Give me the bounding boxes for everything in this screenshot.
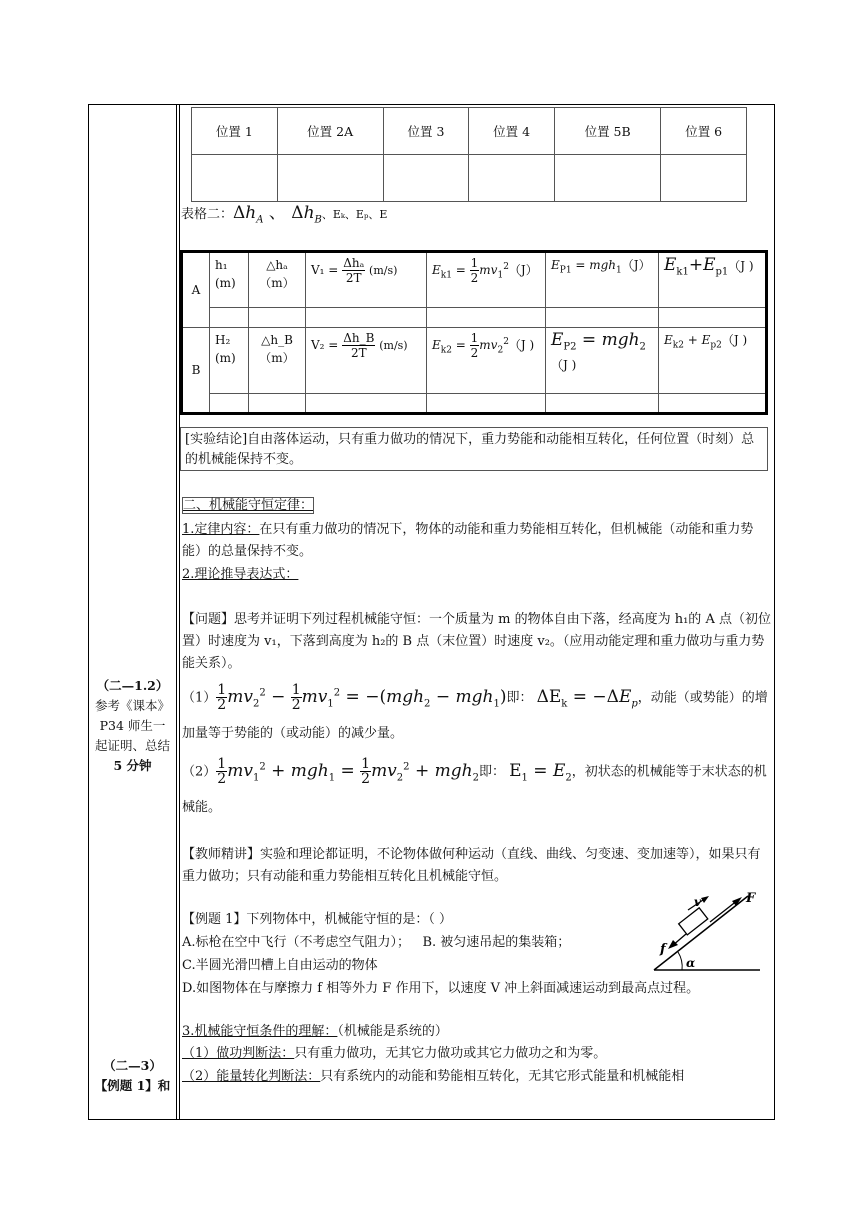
position-table	[191, 107, 747, 202]
label-v: v	[694, 895, 701, 909]
header-pos1: 位置 1	[192, 108, 278, 155]
header-pos6: 位置 6	[661, 108, 747, 155]
row-a-dh: △hₐ （m）	[249, 252, 306, 308]
row-b-e: $E_{k2} + E_{p2}(J$ )	[659, 328, 767, 394]
left-note-block1: （二—1.2） 参考《课本》 P34 师生一 起证明、总结 5 分钟	[94, 678, 170, 773]
experiment-conclusion: [实验结论]自由落体运动，只有重力做功的情况下，重力势能和动能相互转化，任何位置（时刻）总的机械能保持不变。	[180, 427, 768, 471]
equation-2: （2） $\frac{1}{2}$ $mv_1^2 + mgh_1$ = $\frac{1}{2}$ $mv_2^2 + mgh_2$即： $E_1 = E_2$，初状态的机械能等于末状态的机械能。	[182, 755, 767, 816]
row-a-ek: $E_{k1}$ = $\frac{1}{2}$ $mv_1^2(J)$	[427, 252, 546, 308]
section2-title: 二、机械能守恒定律：	[183, 498, 314, 513]
row-b-dh: △h_B （m）	[249, 328, 306, 394]
header-pos3: 位置 3	[383, 108, 469, 155]
label-alpha: α	[686, 956, 696, 970]
row-b-ek: $E_{k2}$ = $\frac{1}{2}$ $mv_2^2(J$ )	[427, 328, 546, 394]
row-b-h: H₂ (m)	[210, 328, 249, 394]
condition-1: （1）做功判断法：只有重力做功，无其它力做功或其它力做功之和为零。	[182, 1046, 607, 1061]
left-note-block2: （二—3） 【例题 1】和	[94, 1058, 171, 1093]
row-a-ep: $E_{P1} = mgh_1(J)$	[546, 252, 659, 308]
row-a-h: h₁ (m)	[210, 252, 249, 308]
question-text: 【问题】思考并证明下列过程机械能守恒：一个质量为 m 的物体自由下落，经高度为 h₁的 A 点（初位置）时速度为 v₁，下落到高度为 h₂的 B 点（末位置）时速度 v₂。（应用动能定理和重力做功与重力势能关系）。	[182, 612, 771, 671]
law-content: 1.定律内容：在只有重力做功的情况下，物体的动能和重力势能相互转化，但机械能（动能和重力势能）的总量保持不变。	[182, 522, 754, 559]
header-pos2a: 位置 2A	[277, 108, 383, 155]
left-column	[88, 104, 177, 1120]
example1-option-d: D.如图物体在与摩擦力 f 相等外力 F 作用下，以速度 V 冲上斜面减速运动到最高点过程。	[182, 981, 700, 996]
header-pos5b: 位置 5B	[554, 108, 660, 155]
incline-figure	[652, 890, 764, 972]
example1-title: 【例题 1】下列物体中，机械能守恒的是：（ ）	[182, 912, 453, 927]
header-pos4: 位置 4	[469, 108, 555, 155]
row-b-ep: $E_{P2} = mgh_2(J$ )	[546, 328, 659, 394]
row-b-label: B	[182, 328, 210, 414]
label-F: F	[746, 891, 756, 906]
row-a-e: $E_{k1}+E_{p1}(J$ )	[659, 252, 767, 308]
table2-caption: 表格二：$\Delta h_A$ 、 $\Delta h_B$、Eₖ、Eₚ、E	[181, 203, 388, 226]
condition-2: （2）能量转化判断法：只有系统内的动能和势能相互转化，无其它形式能量和机械能相	[182, 1069, 685, 1084]
derive-label: 2.理论推导表达式：	[182, 567, 299, 582]
equation-1: （1） $\frac{1}{2}$ $mv_2^2$ − $\frac{1}{2}$ $mv_1^2 = -(mgh_2 - mgh_1)$即： $\Delta E_k = -\Delta E_p$，动能（或势能）的增加量等于势能的（或动能）的减少量。	[182, 681, 768, 742]
label-f: f	[660, 942, 666, 957]
example1-options-ab: A.标枪在空中飞行（不考虑空气阻力）； B. 被匀速吊起的集装箱；	[182, 935, 571, 950]
row-b-velocity: V₂ = $\frac{\Delta h\_B}{2T}$ (m/s)	[306, 328, 427, 394]
condition-title: 3.机械能守恒条件的理解：（机械能是系统的）	[182, 1024, 448, 1039]
teacher-explanation: 【教师精讲】实验和理论都证明，不论物体做何种运动（直线、曲线、匀变速、变加速等），如果只有重力做功；只有动能和重力势能相互转化且机械能守恒。	[182, 847, 761, 884]
row-a-label: A	[182, 252, 210, 328]
example1-option-c: C.半圆光滑凹槽上自由运动的物体	[182, 958, 378, 973]
row-a-velocity: V₁ = $\frac{\text{Δhₐ}}{2T}$ (m/s)	[306, 252, 427, 308]
energy-table	[180, 250, 768, 415]
